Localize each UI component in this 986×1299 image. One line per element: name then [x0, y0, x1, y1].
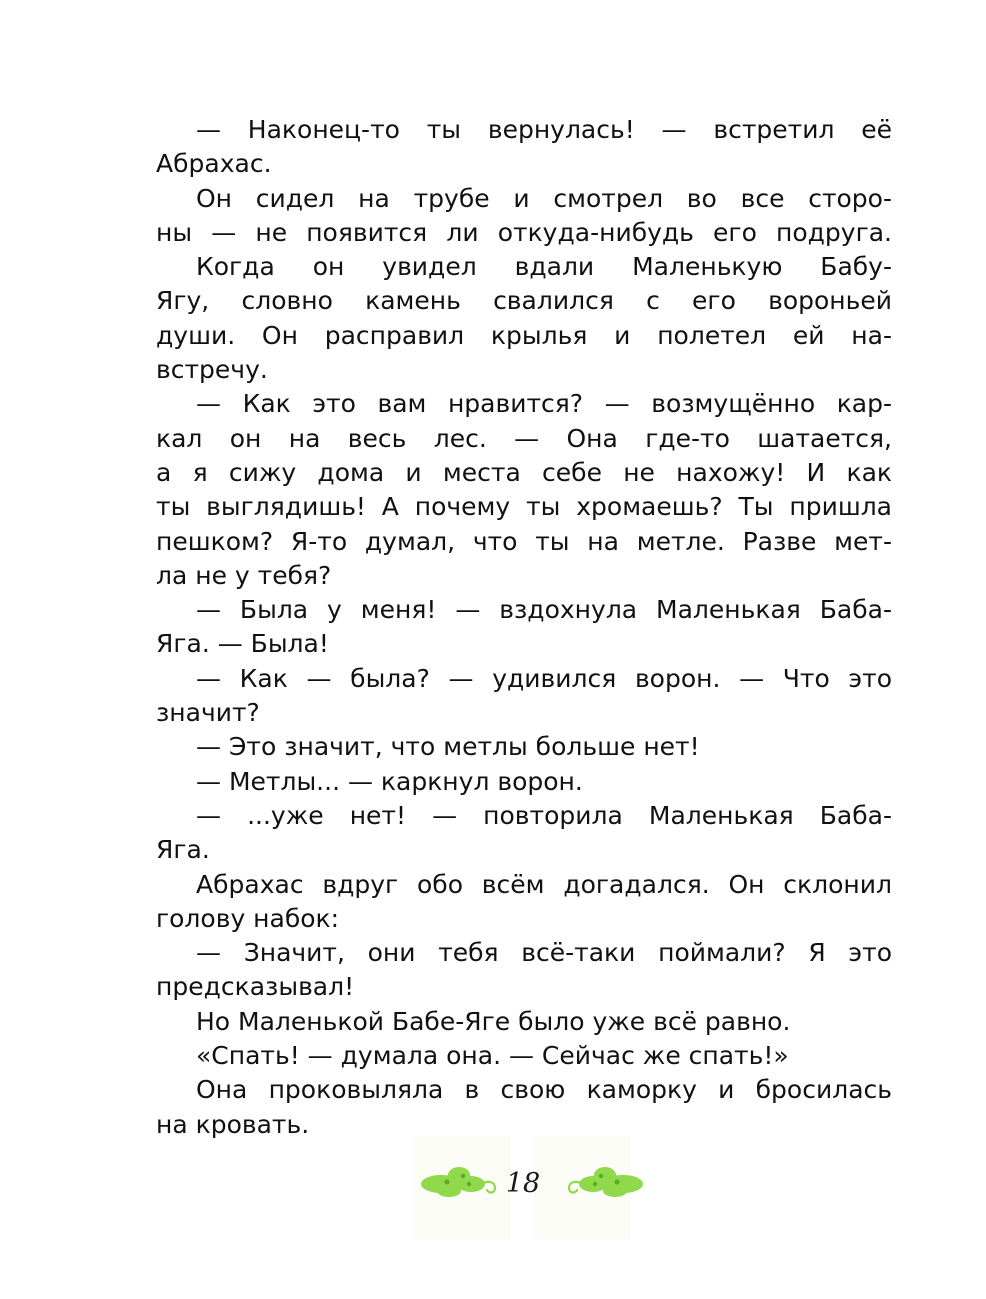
- text-line: Ягу, словно камень свалился с его вороньей: [156, 286, 892, 316]
- leaf-ornament-icon: [549, 1162, 645, 1202]
- text-line: — Как это вам нравится? — возмущённо кар-: [196, 389, 892, 419]
- text-line: встречу.: [156, 355, 268, 385]
- story-text: [156, 113, 892, 1142]
- text-line: — Была у меня! — вздохнула Маленькая Баба-: [196, 595, 892, 625]
- text-line: ны — не появится ли откуда-нибудь его подруга.: [156, 217, 892, 247]
- text-line: ла не у тебя?: [156, 560, 332, 590]
- text-line: Яга. — Была!: [156, 629, 329, 659]
- text-line: Он сидел на трубе и смотрел во все сторо-: [196, 183, 892, 213]
- text-line: а я сижу дома и места себе не нахожу! И как: [156, 457, 892, 487]
- text-line: кал он на весь лес. — Она где-то шатается,: [156, 423, 892, 453]
- text-line: предсказывал!: [156, 972, 355, 1002]
- text-line: Яга.: [156, 835, 210, 865]
- text-line: — ...уже нет! — повторила Маленькая Баба-: [196, 800, 892, 830]
- text-line: на кровать.: [156, 1109, 310, 1139]
- text-line: — Наконец-то ты вернулась! — встретил её: [196, 115, 892, 144]
- text-line: Когда он увидел вдали Маленькую Бабу-: [196, 252, 892, 282]
- text-line: — Как — была? — удивился ворон. — Что это: [196, 663, 892, 693]
- text-line: ты выглядишь! А почему ты хромаешь? Ты пришла: [156, 492, 892, 522]
- page-footer-ornament: [413, 1136, 633, 1240]
- text-line: голову набок:: [156, 903, 340, 933]
- text-line: Абрахас.: [156, 149, 272, 179]
- text-line: — Это значит, что метлы больше нет!: [196, 732, 700, 762]
- text-line: Она проковыляла в свою каморку и бросилась: [196, 1075, 892, 1105]
- text-line: пешком? Я-то думал, что ты на метле. Разве мет-: [156, 526, 892, 556]
- text-line: Абрахас вдруг обо всём догадался. Он склонил: [196, 869, 892, 899]
- text-line: значит?: [156, 698, 260, 728]
- text-line: — Значит, они тебя всё-таки поймали? Я это: [196, 938, 892, 968]
- text-line: Но Маленькой Бабе-Яге было уже всё равно.: [196, 1006, 791, 1036]
- text-line: «Спать! — думала она. — Сейчас же спать!»: [196, 1041, 789, 1071]
- text-line: — Метлы... — каркнул ворон.: [196, 766, 583, 796]
- page-number: 18: [505, 1168, 541, 1199]
- text-line: души. Он расправил крылья и полетел ей на-: [156, 320, 892, 350]
